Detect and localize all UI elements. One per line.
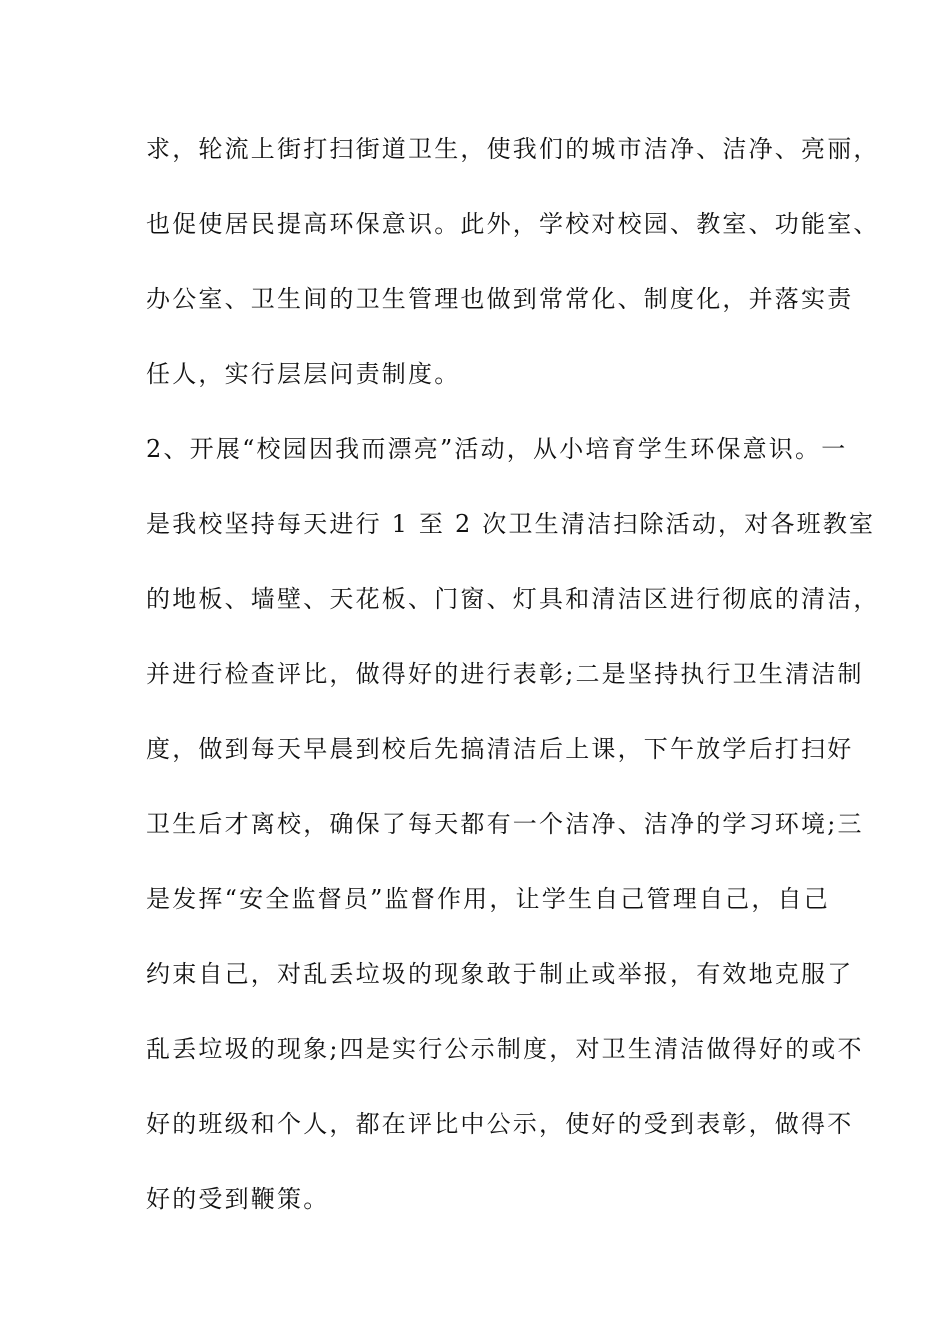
paragraph-line: 是发挥“安全监督员”监督作用，让学生自己管理自己，自己 [146,885,830,913]
paragraph-line: 任人，实行层层问责制度。 [146,360,461,388]
paragraph-line: 好的班级和个人，都在评比中公示，使好的受到表彰，做得不 [146,1110,854,1138]
paragraph-line: 也促使居民提高环保意识。此外，学校对校园、教室、功能室、 [146,210,880,238]
paragraph-line: 好的受到鞭策。 [146,1185,330,1213]
paragraph-line: 2、开展“校园因我而漂亮”活动，从小培育学生环保意识。一 [146,435,848,463]
paragraph-line: 乱丢垃圾的现象;四是实行公示制度，对卫生清洁做得好的或不 [146,1035,864,1063]
paragraph-line: 办公室、卫生间的卫生管理也做到常常化、制度化，并落实责 [146,285,854,313]
paragraph-line: 并进行检查评比，做得好的进行表彰;二是坚持执行卫生清洁制 [146,660,864,688]
paragraph-line: 是我校坚持每天进行 1 至 2 次卫生清洁扫除活动，对各班教室 [146,510,876,538]
paragraph-line: 的地板、墙壁、天花板、门窗、灯具和清洁区进行彻底的清洁， [146,585,880,613]
paragraph-line: 约束自己，对乱丢垃圾的现象敢于制止或举报，有效地克服了 [146,960,854,988]
paragraph-line: 度，做到每天早晨到校后先搞清洁后上课，下午放学后打扫好 [146,735,854,763]
paragraph-line: 卫生后才离校，确保了每天都有一个洁净、洁净的学习环境;三 [146,810,864,838]
paragraph-line: 求，轮流上街打扫街道卫生，使我们的城市洁净、洁净、亮丽， [146,135,880,163]
